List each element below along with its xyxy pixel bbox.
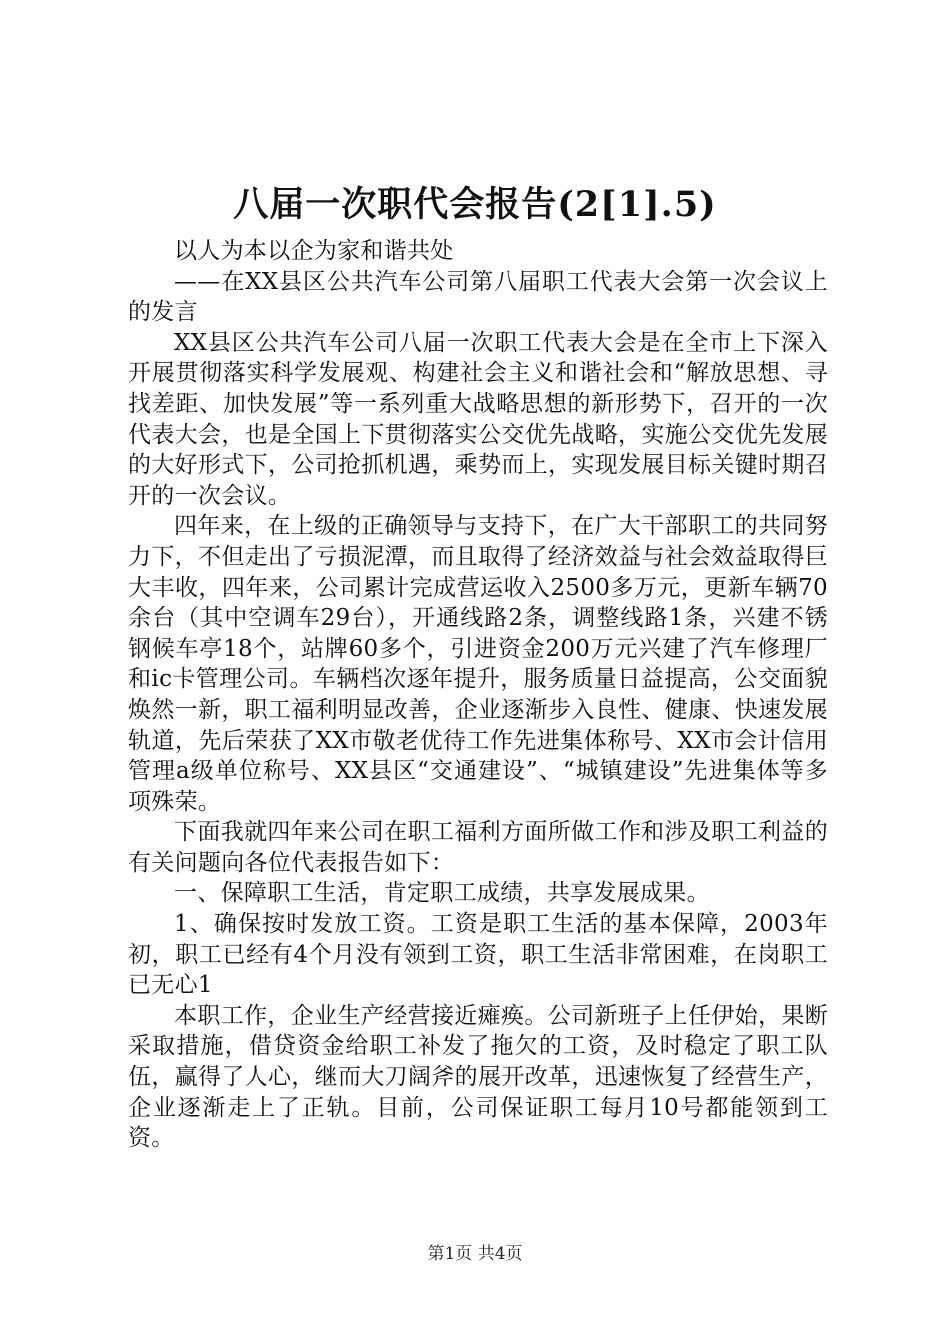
body-paragraph-intro: XX县区公共汽车公司八届一次职工代表大会是在全市上下深入开展贯彻落实科学发展观、构建社会主义和谐社会和“解放思想、寻找差距、加快发展”等一系列重大战略思想的新形势下，召开的一次代表大会，也是全国上下贯彻落实公交优先战略，实施公交优先发展的大好形式下，公司抢抓机遇，乘势而上，实现发展目标关键时期召开的一次会议。	[128, 329, 828, 509]
document-title: 八届一次职代会报告(2[1].5)	[233, 184, 717, 225]
document-body	[128, 236, 828, 1154]
body-paragraph-achievements: 四年来，在上级的正确领导与支持下，在广大干部职工的共同努力下，不但走出了亏损泥潭，而且取得了经济效益与社会效益取得巨大丰收，四年来，公司累计完成营运收入2500多万元，更新车辆70余台（其中空调车29台），开通线路2条，调整线路1条，兴建不锈钢候车亭18个，站牌60多个，引进资金200万元兴建了汽车修理厂和ic卡管理公司。车辆档次逐年提升，服务质量日益提高，公交面貌焕然一新，职工福利明显改善，企业逐渐步入良性、健康、快速发展轨道，先后荣获了XX市敬老优待工作先进集体称号、XX市会计信用管理a级单位称号、XX县区“交通建设”、“城镇建设”先进集体等多项殊荣。	[128, 513, 828, 815]
page-number-footer: 第1页 共4页	[427, 1244, 523, 1264]
body-paragraph-subtitle: 以人为本以企为家和谐共处	[174, 238, 454, 264]
body-paragraph-wages-continued: 本职工作，企业生产经营接近瘫痪。公司新班子上任伊始，果断采取措施，借贷资金给职工补发了拖欠的工资，及时稳定了职工队伍，赢得了人心，继而大刀阔斧的展开改革，迅速恢复了经营生产，企业逐渐走上了正轨。目前，公司保证职工每月10号都能领到工资。	[128, 1002, 828, 1152]
body-paragraph-occasion: ——在XX县区公共汽车公司第八届职工代表大会第一次会议上的发言	[128, 268, 828, 326]
body-paragraph-report-lead: 下面我就四年来公司在职工福利方面所做工作和涉及职工利益的有关问题向各位代表报告如下：	[128, 819, 828, 876]
body-paragraph-section-heading: 一、保障职工生活，肯定职工成绩，共享发展成果。	[174, 880, 710, 907]
body-paragraph-wages: 1、确保按时发放工资。工资是职工生活的基本保障，2003年初，职工已经有4个月没有领到工资，职工生活非常困难，在岗职工已无心1	[128, 911, 828, 999]
